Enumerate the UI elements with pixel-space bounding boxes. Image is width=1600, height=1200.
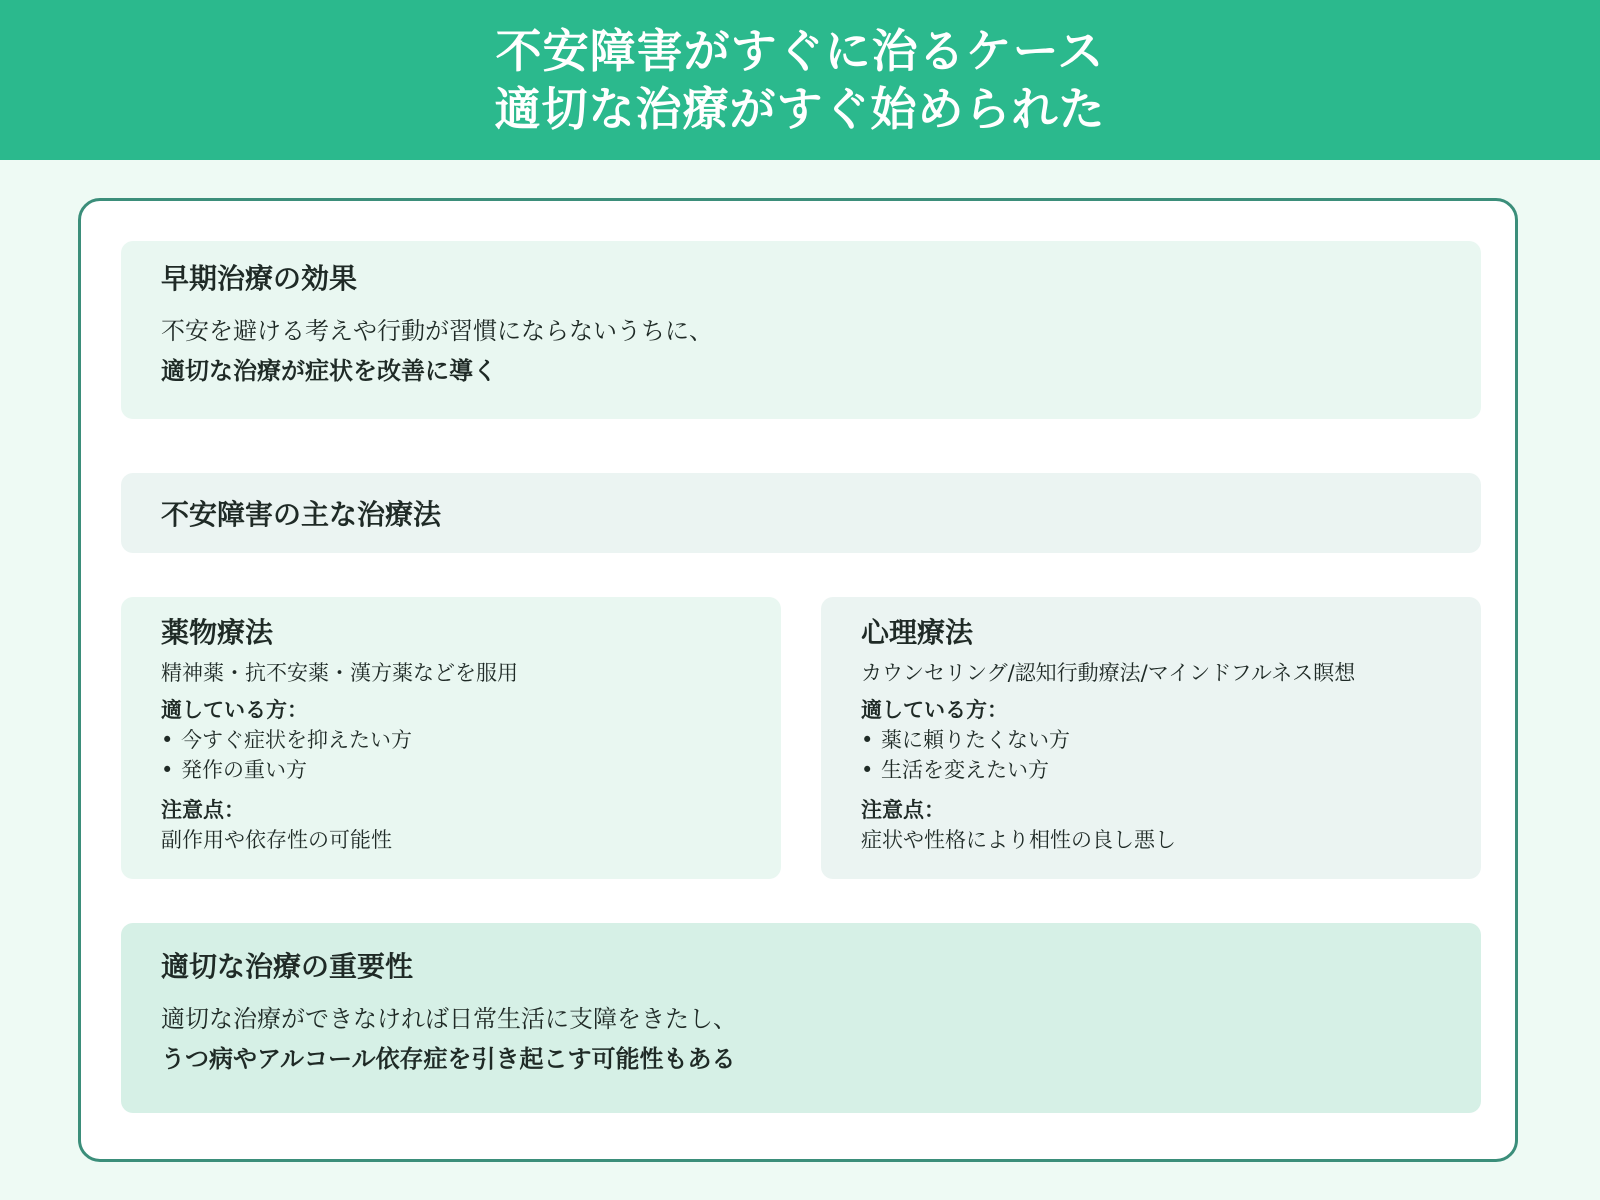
header-title-line2: 適切な治療がすぐ始められた — [494, 82, 1106, 136]
header-banner — [0, 0, 1600, 160]
main-treatments-title: 不安障害の主な治療法 — [161, 498, 442, 531]
psychotherapy-title: 心理療法 — [861, 616, 974, 649]
importance-title: 適切な治療の重要性 — [161, 950, 414, 983]
drug-therapy-description: 精神薬・抗不安薬・漢方薬などを服用 — [161, 661, 518, 685]
content-frame — [78, 198, 1518, 1162]
list-item — [861, 725, 1441, 755]
bullet-icon: • — [161, 728, 174, 752]
psy-suitable-item: 薬に頼りたくない方 — [881, 728, 1070, 752]
early-treatment-card — [121, 241, 1481, 419]
early-treatment-emphasis: 適切な治療が症状を改善に導く — [161, 357, 497, 385]
bullet-icon: • — [161, 758, 174, 782]
bullet-icon: • — [861, 728, 874, 752]
main-treatments-card — [121, 473, 1481, 553]
list-item — [861, 755, 1441, 785]
importance-text: 適切な治療ができなければ日常生活に支障をきたし、 — [161, 1005, 737, 1033]
drug-suitable-item: 発作の重い方 — [181, 758, 307, 782]
psy-suitable-item: 生活を変えたい方 — [881, 758, 1049, 782]
drug-therapy-title: 薬物療法 — [161, 616, 274, 649]
drug-suitable-item: 今すぐ症状を抑えたい方 — [181, 728, 412, 752]
drug-therapy-card — [121, 597, 781, 879]
psy-suitable-label: 適している方： — [861, 698, 1008, 722]
importance-card — [121, 923, 1481, 1113]
early-treatment-title: 早期治療の効果 — [161, 262, 358, 295]
psy-note-text: 症状や性格により相性の良し悪し — [861, 828, 1176, 852]
early-treatment-text: 不安を避ける考えや行動が習慣にならないうちに、 — [161, 317, 713, 345]
header-title-line1: 不安障害がすぐに治るケース — [495, 24, 1105, 78]
bullet-icon: • — [861, 758, 874, 782]
importance-emphasis: うつ病やアルコール依存症を引き起こす可能性もある — [161, 1045, 736, 1073]
psy-note-label: 注意点： — [861, 798, 945, 822]
psychotherapy-card — [821, 597, 1481, 879]
list-item — [161, 725, 741, 755]
drug-note-label: 注意点： — [161, 798, 245, 822]
drug-suitable-label: 適している方： — [161, 698, 308, 722]
psychotherapy-description: カウンセリング/認知行動療法/マインドフルネス瞑想 — [861, 661, 1356, 685]
drug-note-text: 副作用や依存性の可能性 — [161, 828, 392, 852]
list-item — [161, 755, 741, 785]
